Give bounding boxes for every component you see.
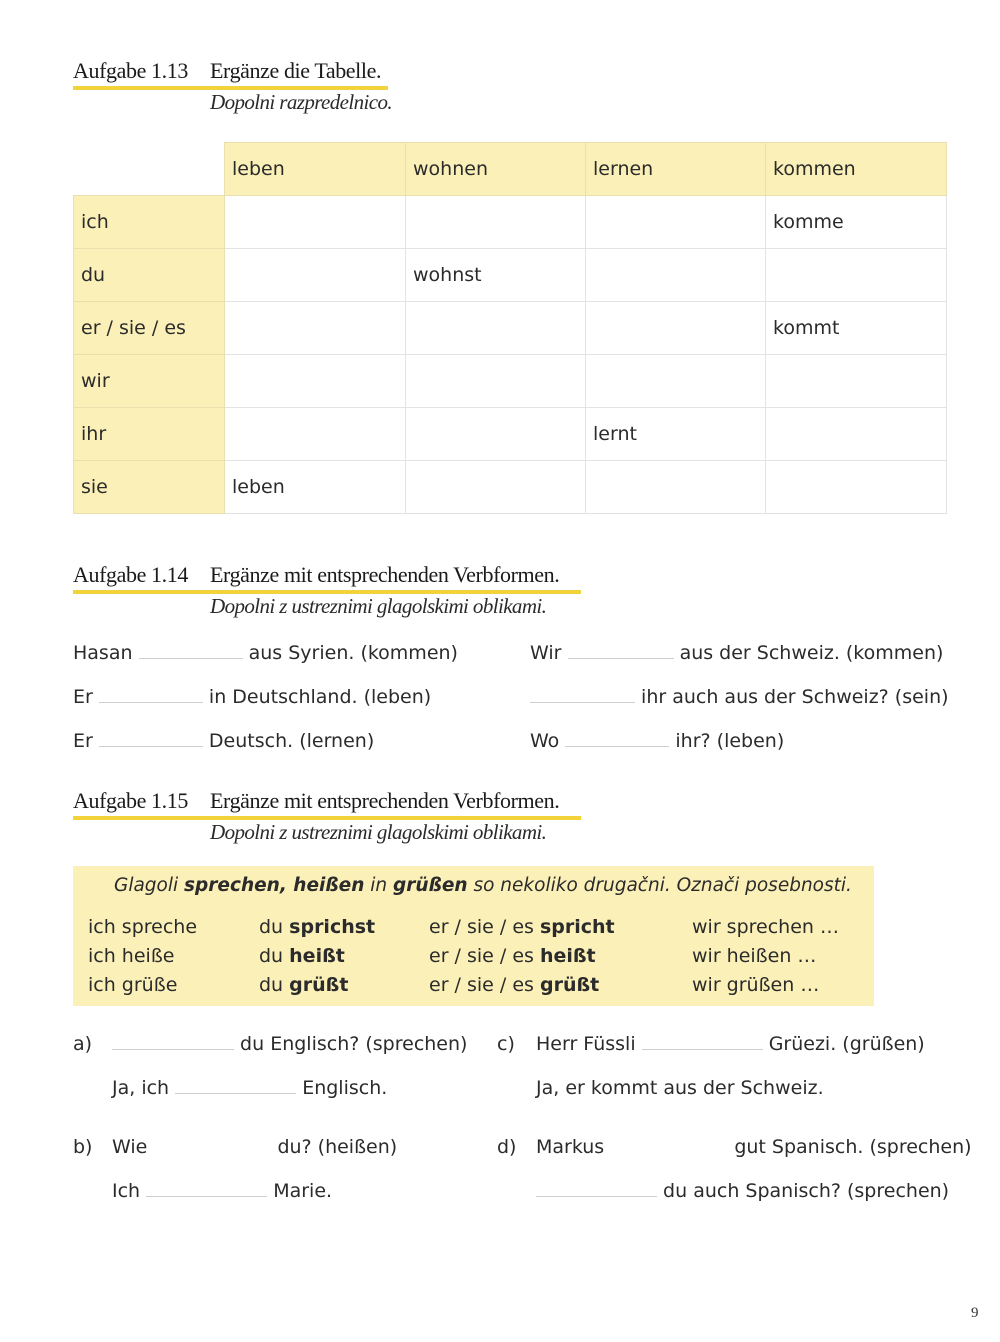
exercise-sentence: Wie du? (heißen) [112, 1136, 398, 1158]
table-cell[interactable] [766, 461, 947, 514]
column-header: lernen [586, 143, 766, 196]
answer-blank[interactable] [146, 1195, 267, 1197]
table-cell[interactable] [586, 461, 766, 514]
column-header: leben [225, 143, 406, 196]
exercise-label-b: b) [73, 1136, 93, 1158]
conj-form: du heißt [259, 945, 345, 967]
task-number: Aufgabe 1.13 [73, 58, 188, 83]
table-cell[interactable] [225, 249, 406, 302]
answer-blank[interactable] [99, 745, 203, 747]
pronoun-cell: er / sie / es [74, 302, 225, 355]
exercise-sentence: Hasan aus Syrien. (kommen) [73, 642, 458, 664]
task-subtitle: Dopolni razpredelnico. [210, 90, 393, 114]
pronoun-cell: ihr [74, 408, 225, 461]
exercise-sentence: Er Deutsch. (lernen) [73, 730, 375, 752]
answer-blank[interactable] [536, 1195, 657, 1197]
task-number: Aufgabe 1.15 [73, 788, 188, 813]
exercise-sentence: Ja, er kommt aus der Schweiz. [536, 1077, 824, 1099]
table-cell[interactable] [225, 408, 406, 461]
table-cell: lernt [586, 408, 766, 461]
task-title: Ergänze mit entsprechenden Verbformen. [210, 562, 560, 587]
exercise-sentence: Wir aus der Schweiz. (kommen) [530, 642, 944, 664]
table-cell[interactable] [225, 302, 406, 355]
exercise-sentence: du Englisch? (sprechen) [112, 1033, 467, 1055]
conjugation-note-box [73, 866, 874, 1006]
answer-blank[interactable] [153, 1151, 271, 1153]
conj-form: er / sie / es grüßt [429, 974, 600, 996]
table-cell[interactable] [586, 196, 766, 249]
conj-form: du sprichst [259, 916, 376, 938]
exercise-sentence: Ja, ich Englisch. [112, 1077, 388, 1099]
table-cell[interactable] [766, 408, 947, 461]
answer-blank[interactable] [568, 657, 674, 659]
table-corner [74, 143, 225, 196]
answer-blank[interactable] [175, 1092, 296, 1094]
task-number: Aufgabe 1.14 [73, 562, 188, 587]
column-header: wohnen [406, 143, 586, 196]
table-row [74, 196, 947, 249]
pronoun-cell: wir [74, 355, 225, 408]
note-intro: Glagoli sprechen, heißen in grüßen so nekoliko drugačni. Označi posebnosti. [114, 875, 852, 896]
pronoun-cell: ich [74, 196, 225, 249]
conj-form: ich spreche [88, 916, 198, 938]
pronoun-cell: du [74, 249, 225, 302]
task-title: Ergänze die Tabelle. [210, 58, 382, 83]
conj-form: er / sie / es spricht [429, 916, 615, 938]
exercise-label-a: a) [73, 1033, 93, 1055]
task-subtitle: Dopolni z ustreznimi glagolskimi oblikami. [210, 594, 547, 618]
conj-form: wir heißen … [692, 945, 817, 967]
exercise-sentence: Ich Marie. [112, 1180, 333, 1202]
table-cell[interactable] [586, 355, 766, 408]
table-row [74, 302, 947, 355]
exercise-sentence: Wo ihr? (leben) [530, 730, 785, 752]
table-cell[interactable] [406, 461, 586, 514]
answer-blank[interactable] [642, 1048, 763, 1050]
exercise-sentence: Herr Füssli Grüezi. (grüßen) [536, 1033, 925, 1055]
table-row [74, 461, 947, 514]
exercise-label-c: c) [497, 1033, 515, 1055]
exercise-sentence: ihr auch aus der Schweiz? (sein) [530, 686, 949, 708]
table-cell[interactable] [766, 249, 947, 302]
exercise-label-d: d) [497, 1136, 517, 1158]
conj-form: ich grüße [88, 974, 178, 996]
table-row [74, 249, 947, 302]
table-cell: komme [766, 196, 947, 249]
page-number: 9 [971, 1305, 979, 1321]
conj-form: du grüßt [259, 974, 349, 996]
exercise-sentence: Markus gut Spanisch. (sprechen) [536, 1136, 972, 1158]
conj-form: ich heiße [88, 945, 175, 967]
conj-form: er / sie / es heißt [429, 945, 596, 967]
answer-blank[interactable] [139, 657, 243, 659]
answer-blank[interactable] [112, 1048, 234, 1050]
table-cell: leben [225, 461, 406, 514]
task-subtitle: Dopolni z ustreznimi glagolskimi oblikami. [210, 820, 547, 844]
table-cell[interactable] [406, 302, 586, 355]
exercise-sentence: du auch Spanisch? (sprechen) [536, 1180, 949, 1202]
table-cell[interactable] [406, 408, 586, 461]
answer-blank[interactable] [610, 1151, 728, 1153]
table-row [74, 355, 947, 408]
answer-blank[interactable] [99, 701, 203, 703]
table-cell: wohnst [406, 249, 586, 302]
task-title: Ergänze mit entsprechenden Verbformen. [210, 788, 560, 813]
answer-blank[interactable] [565, 745, 669, 747]
table-row [74, 408, 947, 461]
table-header-row [74, 143, 947, 196]
table-cell[interactable] [406, 355, 586, 408]
table-cell[interactable] [406, 196, 586, 249]
table-cell[interactable] [225, 355, 406, 408]
column-header: kommen [766, 143, 947, 196]
table-cell[interactable] [586, 249, 766, 302]
conj-form: wir sprechen … [692, 916, 839, 938]
table-cell[interactable] [766, 355, 947, 408]
pronoun-cell: sie [74, 461, 225, 514]
exercise-sentence: Er in Deutschland. (leben) [73, 686, 432, 708]
table-cell: kommt [766, 302, 947, 355]
table-cell[interactable] [225, 196, 406, 249]
conj-form: wir grüßen … [692, 974, 820, 996]
table-cell[interactable] [586, 302, 766, 355]
conjugation-table [73, 142, 947, 514]
answer-blank[interactable] [530, 701, 635, 703]
